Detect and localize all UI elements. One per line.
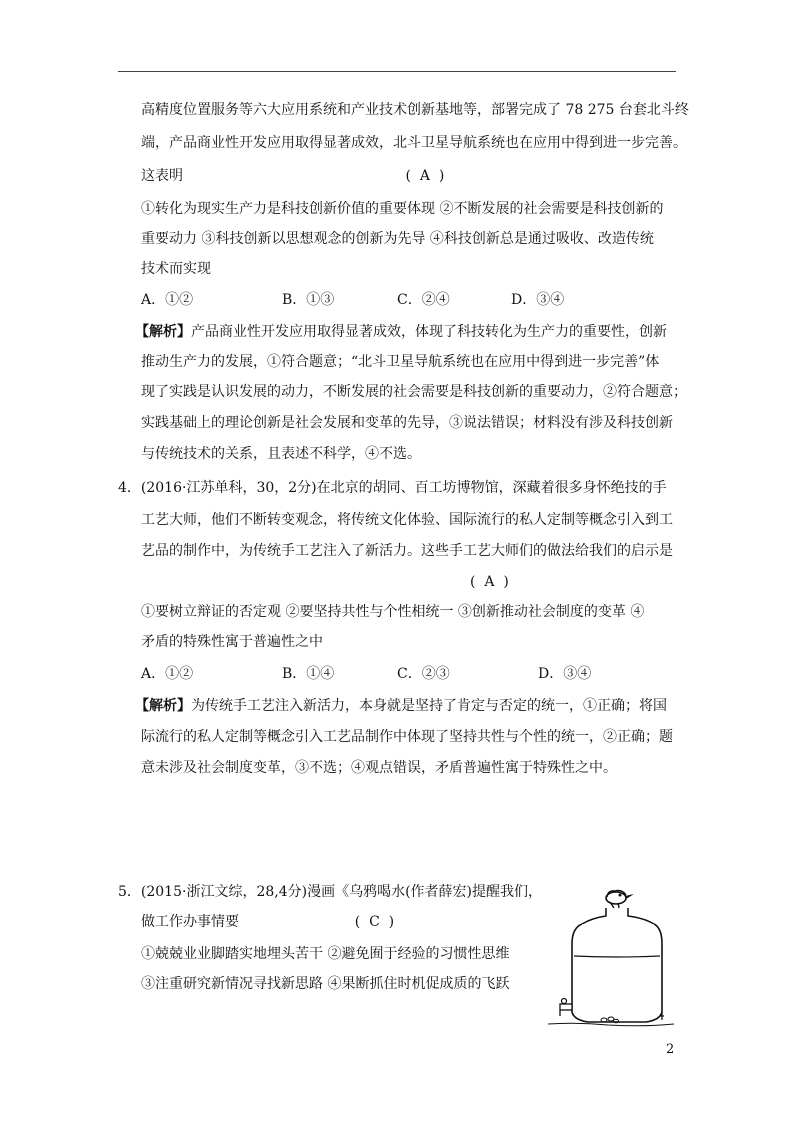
q3-analysis-line-5: 与传统技术的关系，且表述不科学，④不选。 (141, 446, 421, 462)
q3-analysis-text-1: 产品商业性开发应用取得显著成效，体现了科技转化为生产力的重要性，创新 (191, 324, 667, 340)
q4-analysis-line-3: 意未涉及社会制度变革，③不选；④观点错误，矛盾普遍性寓于特殊性之中。 (141, 760, 617, 776)
q3-analysis-tag: 【解析】 (135, 324, 191, 340)
q4-option-c: C．②③ (397, 666, 450, 682)
crow-icon (606, 891, 634, 909)
q4-line-6: 矛盾的特殊性寓于普遍性之中 (141, 634, 323, 650)
q5-line-4: ③注重研究新情况寻找新思路 ④果断抓住时机促成质的飞跃 (141, 976, 510, 992)
q4-line-3: 艺品的制作中，为传统手工艺注入了新活力。这些手工艺大师们的做法给我们的启示是 (141, 543, 673, 559)
page-number: 2 (666, 1042, 675, 1057)
q3-line-4: ①转化为现实生产力是科技创新价值的重要体现 ②不断发展的社会需要是科技创新的 (141, 201, 664, 217)
q3-option-d: D．③④ (511, 292, 565, 308)
q5-line-3: ①兢兢业业脚踏实地埋头苦干 ②避免囿于经验的习惯性思维 (141, 946, 510, 962)
q4-analysis-tag: 【解析】 (135, 698, 191, 714)
q4-answer: ( A ) (470, 574, 509, 590)
q4-analysis-line-2: 际流行的私人定制等概念引入工艺品制作中体现了坚持共性与个性的统一，②正确；题 (141, 729, 673, 745)
q4-line-1: 4．(2016·江苏单科，30，2分)在北京的胡同、百工坊博物馆，深藏着很多身怀绝技的手 (118, 480, 667, 496)
q3-analysis-line-2: 推动生产力的发展，①符合题意；“北斗卫星导航系统也在应用中得到进一步完善”体 (141, 354, 660, 370)
q3-option-a: A．①② (141, 292, 194, 308)
crow-drinking-water-cartoon (548, 884, 678, 1034)
q3-line-1: 高精度位置服务等六大应用系统和产业技术创新基地等，部署完成了 78 275 台套北斗终 (141, 102, 689, 118)
q3-line-3-answer: 这表明 ( A ) (141, 168, 445, 184)
q3-line-2: 端，产品商业性开发应用取得显著成效，北斗卫星导航系统也在应用中得到进一步完善。 (141, 135, 687, 151)
q3-line-6: 技术而实现 (141, 261, 211, 277)
q4-option-d: D．③④ (538, 666, 592, 682)
q5-line-2-answer: 做工作办事情要 ( C ) (141, 914, 395, 930)
header-rule (118, 71, 676, 72)
tap-icon (560, 999, 572, 1017)
q3-line-5: 重要动力 ③科技创新以思想观念的创新为先导 ④科技创新总是通过吸收、改造传统 (141, 231, 654, 247)
q5-line-1: 5．(2015·浙江文综，28,4分)漫画《乌鸦喝水(作者薛宏)提醒我们， (118, 884, 543, 900)
q4-analysis-line-1 (135, 696, 667, 716)
q4-line-5: ①要树立辩证的否定观 ②要坚持共性与个性相统一 ③创新推动社会制度的变革 ④ (141, 604, 645, 620)
q4-option-b: B．①④ (282, 666, 335, 682)
q3-option-b: B．①③ (282, 292, 335, 308)
q3-analysis-line-4: 实践基础上的理论创新是社会发展和变革的先导，③说法错误；材料没有涉及科技创新 (141, 415, 673, 431)
q4-line-2: 工艺大师，他们不断转变观念，将传统文化体验、国际流行的私人定制等概念引入到工 (141, 512, 673, 528)
q4-analysis-text-1: 为传统手工艺注入新活力，本身就是坚持了肯定与否定的统一，①正确；将国 (191, 698, 667, 714)
q3-analysis-line-3: 现了实践是认识发展的动力，不断发展的社会需要是科技创新的重要动力，②符合题意； (141, 384, 687, 400)
q3-option-c: C．②④ (397, 292, 450, 308)
q3-analysis-line-1 (135, 322, 667, 342)
q4-option-a: A．①② (141, 666, 194, 682)
